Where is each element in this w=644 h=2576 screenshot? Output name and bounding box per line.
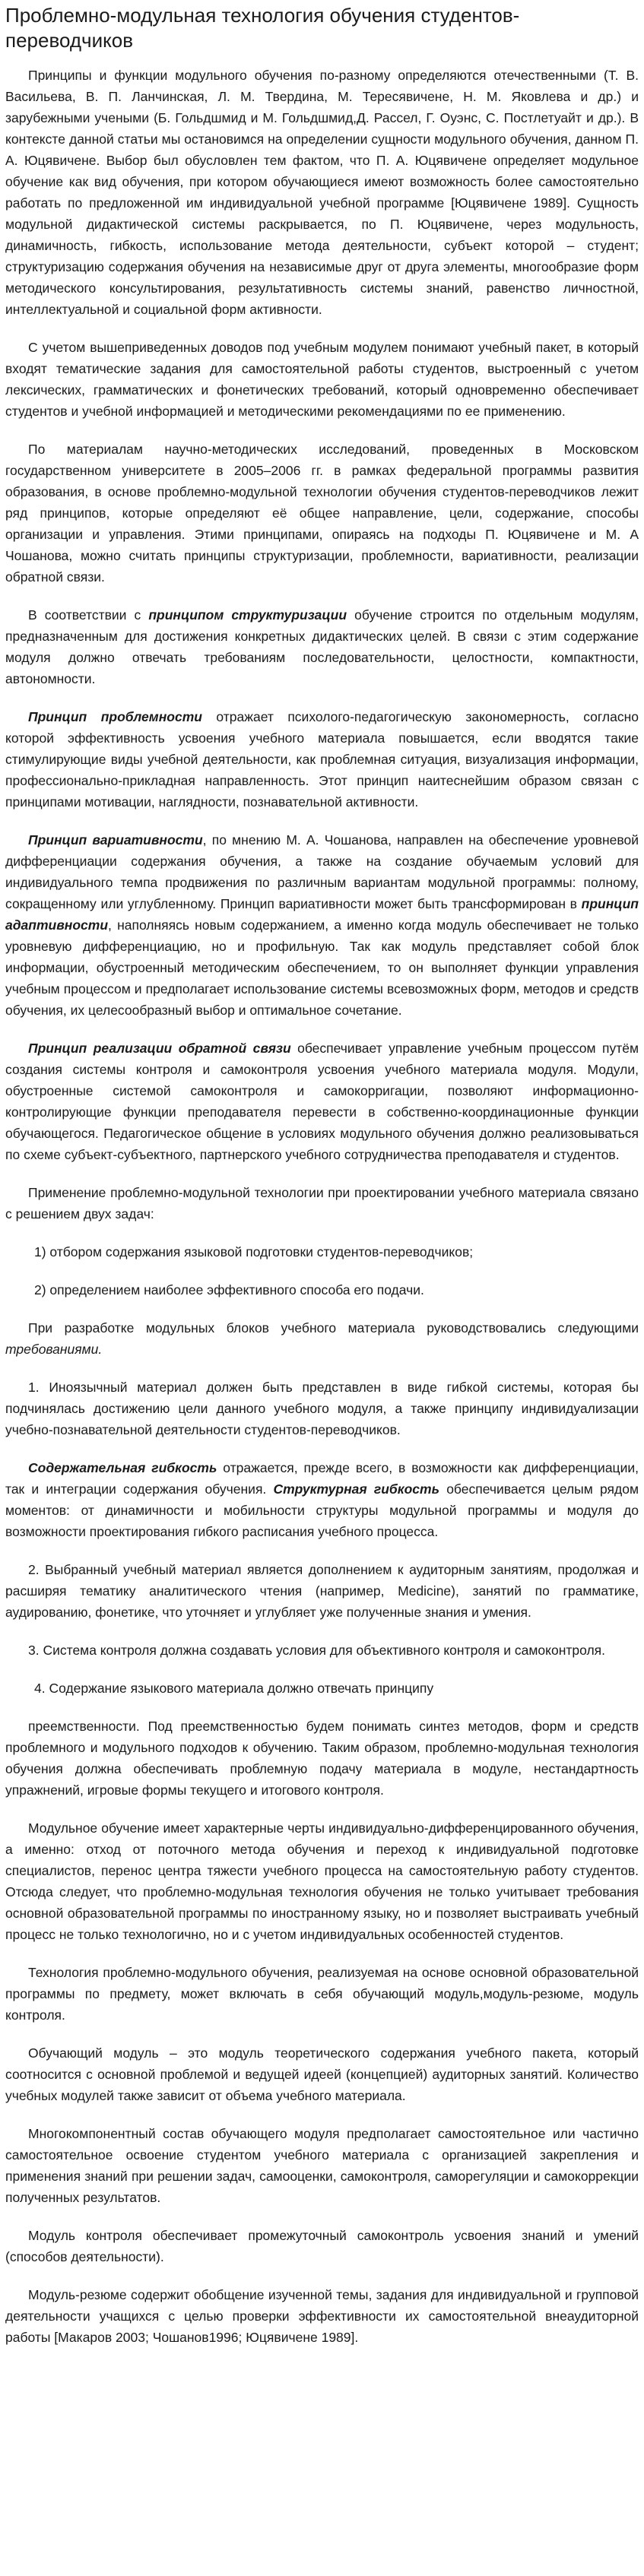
emphasized-term: Структурная гибкость bbox=[273, 1481, 439, 1497]
paragraph bbox=[5, 337, 639, 422]
paragraph bbox=[5, 2123, 639, 2208]
emphasized-term: принцип адаптивности bbox=[5, 896, 639, 933]
text-run: 1. Иноязычный материал должен быть представлен в виде гибкой системы, которая бы подчинялась достижению цели данного учебного модуля, а также принципу индивидуализации учебно-познавательной деятельности студентов-переводчиков. bbox=[5, 1380, 639, 1437]
text-run: обучение строится по отдельным модулям, предназначенным для достижения конкретных дидактических целей. В связи с этим содержание модуля должно отвечать требованиям последовательности, целостности, компактности, автономности. bbox=[5, 607, 639, 686]
text-run: отражается, прежде всего, в возможности как дифференциации, так и интеграции содержания обучения. bbox=[5, 1460, 639, 1497]
emphasized-term: принципом структуризации bbox=[148, 607, 347, 623]
paragraph bbox=[5, 1182, 639, 1225]
text-run: 4. Содержание языкового материала должно отвечать принципу bbox=[34, 1681, 434, 1696]
paragraph bbox=[5, 1817, 639, 1945]
paragraph bbox=[5, 2225, 639, 2267]
text-run: Применение проблемно-модульной технологии при проектировании учебного материала связано с решением двух задач: bbox=[5, 1185, 639, 1221]
text-run: Модуль-резюме содержит обобщение изученной темы, задания для индивидуальной и групповой деятельности учащихся с целью проверки эффективности их самостоятельной внеаудиторной работы [Макаров 2003; Чошанов1996; Юцявичене 1989]. bbox=[5, 2287, 639, 2345]
text-run: отражает психолого-педагогическую закономерность, согласно которой эффективность усвоения учебного материала повышается, если вводятся такие стимулирующие виды учебной деятельности, как проблемная ситуация, визуализация информации, профессионально-прикладная направленность. Этот принцип наитеснейшим образом связан с принципами мотивации, наглядности, познавательной активности. bbox=[5, 709, 639, 810]
paragraph bbox=[5, 1377, 639, 1440]
text-run: В соответствии с bbox=[28, 607, 149, 623]
text-run: преемственности. Под преемственностью будем понимать синтез методов, форм и средств проблемного и модульного подходов к обучению. Таким образом, проблемно-модульная технология обучения должна обеспечивать проблемную подачу материала в модуле, нестандартность упражнений, игровые формы текущего и итогового контроля. bbox=[5, 1719, 639, 1798]
emphasized-term: Принцип реализации обратной связи bbox=[28, 1041, 291, 1056]
page-title: Проблемно-модульная технология обучения студентов-переводчиков bbox=[5, 4, 520, 52]
paragraph bbox=[5, 65, 639, 320]
paragraph bbox=[5, 1559, 639, 1623]
text-run: Модульное обучение имеет характерные черты индивидуально-дифференцированного обучения, а именно: отход от поточного метода обучения и переход к индивидуальной подготовке специалистов, перенос центра тяжести учебного процесса на самостоятельную работу студентов. Отсюда следует, что проблемно-модульная технология обучения не только учитывает требования основной образовательной программы по иностранному языку, но и позволяет выстраивать учебный процесс не только технологично, но и с учетом индивидуальных особенностей студентов. bbox=[5, 1820, 639, 1942]
list-item bbox=[5, 1678, 639, 1699]
paragraph bbox=[5, 1716, 639, 1801]
paragraph bbox=[5, 439, 639, 588]
text-run: Модуль контроля обеспечивает промежуточный самоконтроль усвоения знаний и умений (способов деятельности). bbox=[5, 2228, 639, 2264]
emphasized-term: Содержательная гибкость bbox=[28, 1460, 217, 1475]
list-item bbox=[5, 1241, 639, 1263]
text-run: 2) определением наиболее эффективного способа его подачи. bbox=[34, 1282, 424, 1298]
text-run: При разработке модульных блоков учебного материала руководствовались следующими bbox=[28, 1320, 639, 1336]
emphasized-term: Принцип вариативности bbox=[28, 832, 203, 848]
text-run: Многокомпонентный состав обучающего модуля предполагает самостоятельное или частично самостоятельное освоение студентом учебного материала с организацией закрепления и применения знаний при решении задач, самооценки, самоконтроля, саморегуляции и самокоррекции полученных результатов. bbox=[5, 2126, 639, 2205]
paragraph bbox=[5, 1317, 639, 1360]
list-item bbox=[5, 1279, 639, 1301]
emphasized-term: Принцип проблемности bbox=[28, 709, 202, 724]
text-run: Обучающий модуль – это модуль теоретического содержания учебного пакета, который соотносится с основной проблемой и ведущей идеей (концепцией) аудиторных занятий. Количество учебных модулей также зависит от объема учебного материала. bbox=[5, 2045, 639, 2103]
paragraph bbox=[5, 1038, 639, 1165]
paragraph bbox=[5, 2042, 639, 2106]
paragraph bbox=[5, 2284, 639, 2348]
text-run: С учетом вышеприведенных доводов под учебным модулем понимают учебный пакет, в который входят тематические задания для самостоятельной работы студентов, выстроенный с учетом лексических, грамматических и фонетических требований, который одновременно обеспечивает студентов и учебной информацией и методическими рекомендациями по ее применению. bbox=[5, 340, 639, 419]
text-run: , по мнению М. А. Чошанова, направлен на обеспечение уровневой дифференциации содержания обучения, а также на создание обучаемым условий для индивидуального темпа продвижения по различным вариантам модульной программы: полному, сокращенному или углубленному. Принцип вариативности может быть трансформирован в bbox=[5, 832, 639, 911]
text-run: По материалам научно-методических исследований, проведенных в Московском государственном университете в 2005–2006 гг. в рамках федеральной программы развития образования, в основе проблемно-модульной технологии обучения студентов-переводчиков лежит ряд принципов, которые определяют её общее направление, цели, содержание, способы организации и управления. Этими принципами, опираясь на подходы П. Юцявичене и М. А Чошанова, можно считать принципы структуризации, проблемности, вариативности, реализации обратной связи. bbox=[5, 442, 639, 585]
text-run: обеспечивается целым рядом моментов: от динамичности и мобильности структуры модульной программы и модуля до возможности проектирования гибкого расписания учебного процесса. bbox=[5, 1481, 639, 1539]
text-run: Технология проблемно-модульного обучения, реализуемая на основе основной образовательной программы по предмету, может включать в себя обучающий модуль,модуль-резюме, модуль контроля. bbox=[5, 1965, 639, 2023]
paragraph bbox=[5, 604, 639, 689]
paragraph bbox=[5, 1640, 639, 1661]
text-run: , наполняясь новым содержанием, а именно когда модуль обеспечивает не только уровневую дифференциацию, но и профильную. Так как модуль представляет собой блок информации, обустроенный методическим обеспечением, то он выполняет функции управления учебным процессом и предполагает использование системы всевозможных форм, методов и средств обучения, их целесообразный выбор и оптимальное сочетание. bbox=[5, 917, 639, 1018]
paragraph bbox=[5, 1962, 639, 2026]
italic-text: требованиями. bbox=[5, 1342, 103, 1357]
paragraph bbox=[5, 1457, 639, 1542]
text-run: 2. Выбранный учебный материал является дополнением к аудиторным занятиям, продолжая и расширяя тематику аналитического чтения (например, Medicine), занятий по грамматике, аудированию, фонетике, что уточняет и углубляет уже полученные знания и умения. bbox=[5, 1562, 639, 1620]
text-run: Принципы и функции модульного обучения по-разному определяются отечественными (Т. В. Васильева, В. П. Ланчинская, Л. М. Твердина, М. Тересявичене, Н. М. Яковлева и др.) и зарубежными учеными (Б. Гольдшмид и М. Гольдшмид,Д. Рассел, Г. Оуэнс, С. Постлетуайт и др.). В контексте данной статьи мы остановимся на определении сущности модульного обучения, данном П. А. Юцявичене. Выбор был обусловлен тем фактом, что П. А. Юцявичене определяет модульное обучение как вид обучения, при котором обучающиеся имеют возможность более самостоятельно работать по предложенной им индивидуальной учебной программе [Юцявичене 1989]. Сущность модульной дидактической системы раскрывается, по П. Юцявичене, через модульность, динамичность, гибкость, использование метода деятельности, субъект которой – студент; структуризацию содержания обучения на независимые друг от друга элементы, многообразие форм методического консультирования, результативность системы знаний, равенство личностной, интеллектуальной и социальной форм активности. bbox=[5, 68, 639, 317]
text-run: 1) отбором содержания языковой подготовки студентов-переводчиков; bbox=[34, 1244, 474, 1259]
text-run: 3. Система контроля должна создавать условия для объективного контроля и самоконтроля. bbox=[28, 1643, 606, 1658]
paragraph bbox=[5, 829, 639, 1021]
text-run: обеспечивает управление учебным процессом путём создания системы контроля и самоконтроля усвоения учебного материала модуля. Модули, обустроенные системой самоконтроля и самокорригации, позволяют информационно-контролирующие функции преподавателя перевести в собственно-координационные функции обучающегося. Педагогическое общение в условиях модульного обучения должно реализовываться по схеме субъект-субъектного, партнерского учебного сотрудничества преподавателя и студентов. bbox=[5, 1041, 639, 1162]
paragraph bbox=[5, 706, 639, 813]
